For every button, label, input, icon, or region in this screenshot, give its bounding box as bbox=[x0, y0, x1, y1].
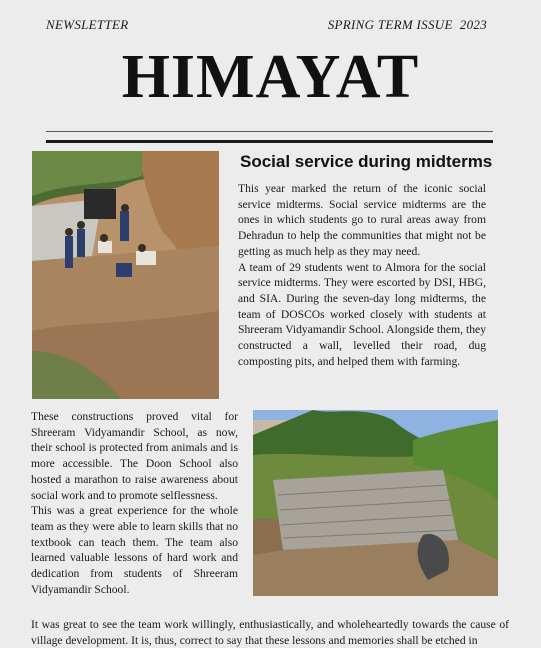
article-headline: Social service during midterms bbox=[240, 152, 493, 171]
article-closing-paragraph: It was great to see the team work willingly, enthusiastically, and wholeheartedly towards the cause of village development. It is, thus, correct to say that these lessons and memories shall be etched in bbox=[31, 618, 509, 647]
article-column-right bbox=[238, 181, 486, 369]
divider-thin bbox=[46, 131, 493, 132]
article-column-left bbox=[31, 409, 238, 597]
publication-label: NEWSLETTER bbox=[46, 17, 129, 32]
stone-wall-photo bbox=[253, 410, 498, 596]
paragraph: A team of 29 students went to Almora for the social service midterms. They were escorted by DSI, HBG, and SIA. During the seven-day long midterms, the team of DOSCOs worked closely with students at Shreeram Vidyamandir School. Alongside them, they constructed a wall, levelled their road, dug composting pits, and helped them with farming. bbox=[238, 260, 486, 368]
issue-label: SPRING TERM ISSUE 2023 bbox=[327, 17, 487, 32]
paragraph: These constructions proved vital for Shreeram Vidyamandir School, as now, their school is protected from animals and is more accessible. The Doon School also hosted a marathon to raise awareness about social work and to promote selflessness. bbox=[31, 410, 238, 502]
students-working-photo bbox=[32, 151, 219, 399]
newsletter-title: HIMAYAT bbox=[121, 43, 420, 111]
paragraph: This was a great experience for the whole team as they were able to learn skills that no textbook can teach them. The team also learned valuable lessons of hard work and dedication from students of Shreeram Vidyamandir School. bbox=[31, 504, 238, 596]
divider-thick bbox=[46, 140, 493, 143]
paragraph: This year marked the return of the iconic social service midterms. Social service midterms are the ones in which students go to rural areas away from Dehradun to help the communities that might not be getting as much help as they may need. bbox=[238, 182, 486, 258]
